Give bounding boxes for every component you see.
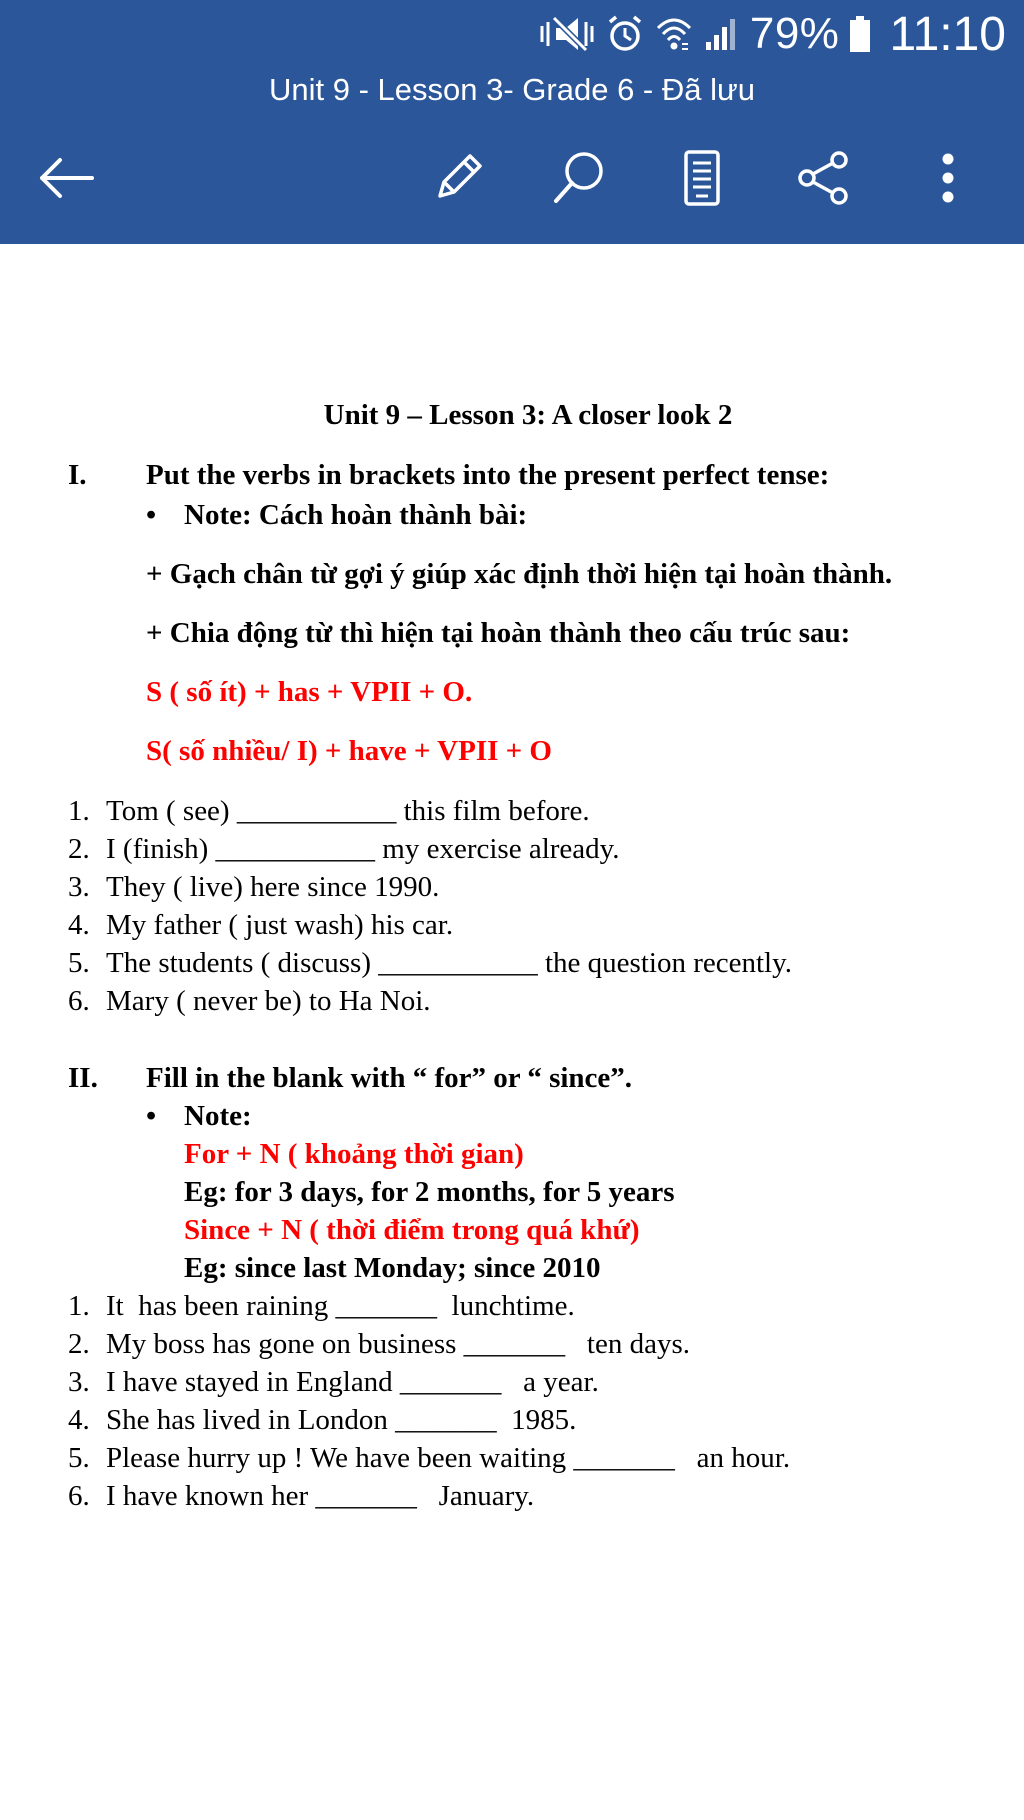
item-number: 5. — [68, 947, 90, 979]
search-button[interactable] — [545, 146, 613, 214]
share-button[interactable] — [790, 146, 858, 214]
item-number: 6. — [68, 1480, 90, 1512]
section1-numeral: I. — [68, 459, 87, 491]
section2-note-text: Note: — [184, 1100, 252, 1132]
item-text: She has lived in London _______ 1985. — [106, 1404, 577, 1436]
edit-button[interactable] — [424, 146, 492, 214]
section1-note-text: Note: Cách hoàn thành bài: — [184, 499, 528, 531]
section2-heading — [68, 1062, 632, 1095]
list-item — [68, 1404, 576, 1437]
item-text: Mary ( never be) to Ha Noi. — [106, 985, 431, 1017]
section2-title: Fill in the blank with “ for” or “ since”. — [146, 1062, 633, 1094]
search-icon — [550, 149, 608, 212]
item-text: They ( live) here since 1990. — [106, 871, 440, 903]
back-arrow-icon — [36, 153, 96, 208]
item-text: The students ( discuss) ___________ the question recently. — [106, 947, 792, 979]
section2-numeral: II. — [68, 1062, 98, 1094]
list-item — [68, 833, 620, 866]
battery-level: 79% — [749, 9, 840, 58]
item-number: 3. — [68, 871, 90, 903]
item-text: My boss has gone on business _______ ten days. — [106, 1328, 691, 1360]
item-number: 1. — [68, 795, 90, 827]
app-bar — [0, 0, 1024, 244]
item-number: 2. — [68, 1328, 90, 1360]
more-icon — [938, 149, 958, 212]
alarm-icon — [606, 14, 644, 54]
item-number: 4. — [68, 909, 90, 941]
battery-icon — [849, 14, 871, 54]
item-number: 3. — [68, 1366, 90, 1398]
wifi-icon — [654, 14, 694, 54]
status-bar — [538, 6, 1006, 62]
section1-formula-plural: S( số nhiều/ I) + have + VPII + O — [146, 735, 552, 767]
item-number: 1. — [68, 1290, 90, 1322]
clock: 11:10 — [889, 7, 1006, 61]
section2-example-since: Eg: since last Monday; since 2010 — [184, 1252, 601, 1284]
item-text: I (finish) ___________ my exercise already. — [106, 833, 620, 865]
item-text: Tom ( see) ___________ this film before. — [106, 795, 590, 827]
list-item — [68, 1328, 690, 1361]
back-button[interactable] — [32, 146, 100, 214]
pencil-icon — [430, 150, 486, 211]
document-title: Unit 9 - Lesson 3- Grade 6 - Đã lưu — [269, 72, 755, 107]
document-page — [0, 244, 1024, 1820]
item-text: I have known her _______ January. — [106, 1480, 535, 1512]
section1-step1: + Gạch chân từ gợi ý giúp xác định thời hiện tại hoàn thành. — [146, 558, 893, 590]
section1-title: Put the verbs in brackets into the present perfect tense: — [146, 459, 830, 491]
section1-heading — [68, 459, 829, 492]
list-item — [68, 1442, 790, 1475]
item-number: 2. — [68, 833, 90, 865]
section1-note — [146, 499, 527, 532]
reading-view-button[interactable] — [668, 146, 736, 214]
section2-note — [146, 1100, 252, 1133]
list-item — [68, 795, 590, 828]
list-item — [68, 947, 792, 980]
item-number: 4. — [68, 1404, 90, 1436]
mute-vibrate-icon — [538, 14, 596, 54]
list-item — [68, 909, 453, 942]
list-item — [68, 871, 439, 904]
item-number: 5. — [68, 1442, 90, 1474]
more-options-button[interactable] — [914, 146, 982, 214]
item-text: I have stayed in England _______ a year. — [106, 1366, 599, 1398]
item-text: It has been raining _______ lunchtime. — [106, 1290, 575, 1322]
list-item — [68, 1290, 575, 1323]
item-text: My father ( just wash) his car. — [106, 909, 454, 941]
section2-rule-since: Since + N ( thời điểm trong quá khứ) — [184, 1214, 640, 1246]
section1-formula-singular: S ( số ít) + has + VPII + O. — [146, 676, 473, 708]
section2-example-for: Eg: for 3 days, for 2 months, for 5 years — [184, 1176, 675, 1208]
item-number: 6. — [68, 985, 90, 1017]
section1-step2: + Chia động từ thì hiện tại hoàn thành theo cấu trúc sau: — [146, 617, 851, 649]
section2-rule-for: For + N ( khoảng thời gian) — [184, 1138, 524, 1170]
share-icon — [795, 149, 853, 212]
bullet-icon: • — [146, 499, 157, 531]
item-text: Please hurry up ! We have been waiting _______ an hour. — [106, 1442, 791, 1474]
bullet-icon: • — [146, 1100, 157, 1132]
list-item — [68, 1480, 534, 1513]
list-item — [68, 1366, 599, 1399]
reading-view-icon — [680, 149, 724, 212]
doc-heading: Unit 9 – Lesson 3: A closer look 2 — [323, 399, 733, 431]
list-item — [68, 985, 431, 1018]
signal-icon — [704, 14, 740, 54]
